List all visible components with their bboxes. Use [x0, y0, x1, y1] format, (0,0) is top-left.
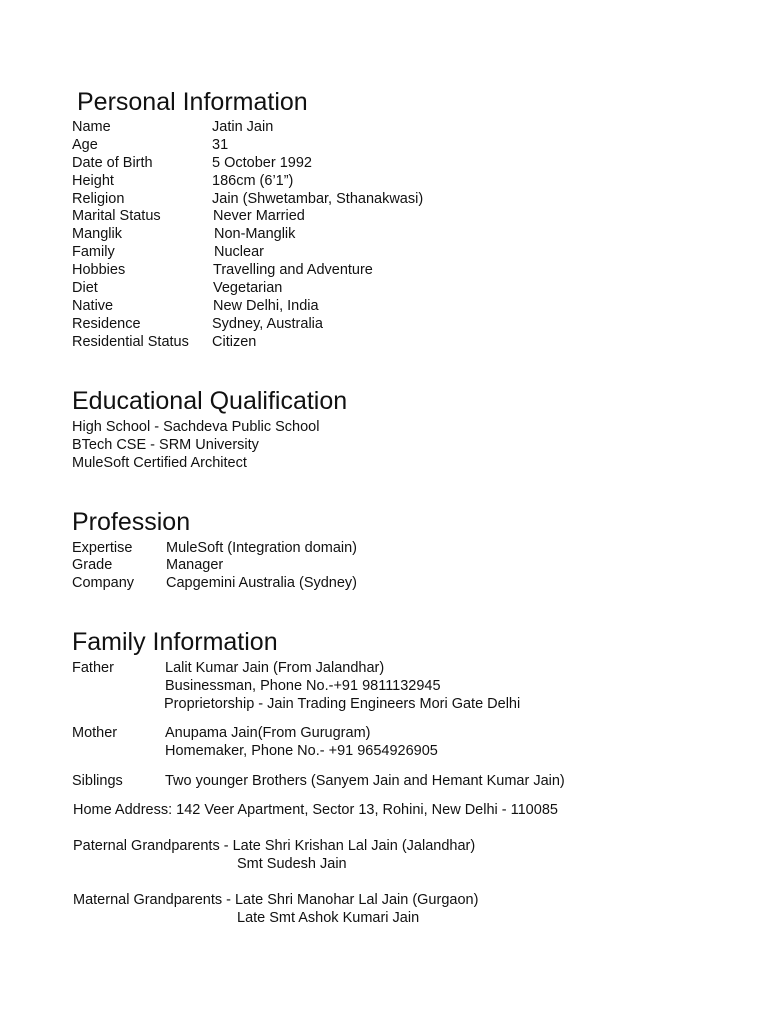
- maternal-grandparents-line2: Late Smt Ashok Kumari Jain: [237, 910, 420, 926]
- education-item: BTech CSE - SRM University: [72, 437, 259, 453]
- personal-value-diet: Vegetarian: [213, 280, 283, 296]
- father-line: Businessman, Phone No.-+91 9811132945: [165, 678, 441, 694]
- personal-label-hobbies: Hobbies: [72, 262, 126, 278]
- siblings-label: Siblings: [72, 773, 123, 789]
- education-item: High School - Sachdeva Public School: [72, 419, 320, 435]
- education-item: MuleSoft Certified Architect: [72, 455, 247, 471]
- personal-label-native: Native: [72, 298, 114, 314]
- personal-value-residential-status: Citizen: [212, 334, 257, 350]
- personal-label-family: Family: [72, 244, 115, 260]
- educational-qualification-heading: Educational Qualification: [72, 387, 348, 415]
- siblings-value: Two younger Brothers (Sanyem Jain and Hemant Kumar Jain): [165, 773, 565, 789]
- personal-label-religion: Religion: [72, 191, 125, 207]
- profession-heading: Profession: [72, 508, 191, 536]
- mother-line: Anupama Jain(From Gurugram): [165, 725, 371, 741]
- profession-value-expertise: MuleSoft (Integration domain): [166, 540, 358, 556]
- maternal-grandparents-line1: Maternal Grandparents - Late Shri Manohar Lal Jain (Gurgaon): [73, 892, 479, 908]
- father-label: Father: [72, 660, 114, 676]
- personal-label-manglik: Manglik: [72, 226, 122, 242]
- profession-label-expertise: Expertise: [72, 540, 133, 556]
- father-line: Lalit Kumar Jain (From Jalandhar): [165, 660, 385, 676]
- personal-value-manglik: Non-Manglik: [214, 226, 296, 242]
- profession-value-company: Capgemini Australia (Sydney): [166, 575, 358, 591]
- profession-label-company: Company: [72, 575, 135, 591]
- paternal-grandparents-line2: Smt Sudesh Jain: [237, 856, 347, 872]
- personal-value-dob: 5 October 1992: [212, 155, 312, 171]
- personal-information-heading: Personal Information: [77, 88, 308, 116]
- personal-value-name: Jatin Jain: [212, 119, 274, 135]
- paternal-grandparents-line1: Paternal Grandparents - Late Shri Krishan Lal Jain (Jalandhar): [73, 838, 476, 854]
- personal-value-family: Nuclear: [214, 244, 264, 260]
- personal-label-marital-status: Marital Status: [72, 208, 161, 224]
- personal-value-native: New Delhi, India: [213, 298, 319, 314]
- personal-label-name: Name: [72, 119, 111, 135]
- personal-label-height: Height: [72, 173, 114, 189]
- personal-label-age: Age: [72, 137, 98, 153]
- mother-label: Mother: [72, 725, 118, 741]
- personal-value-hobbies: Travelling and Adventure: [213, 262, 373, 278]
- personal-value-residence: Sydney, Australia: [212, 316, 323, 332]
- family-information-heading: Family Information: [72, 628, 278, 656]
- personal-label-residence: Residence: [72, 316, 141, 332]
- personal-label-dob: Date of Birth: [72, 155, 153, 171]
- profession-label-grade: Grade: [72, 557, 113, 573]
- profession-value-grade: Manager: [166, 557, 224, 573]
- father-line: Proprietorship - Jain Trading Engineers Mori Gate Delhi: [164, 696, 521, 712]
- personal-value-height: 186cm (6’1”): [212, 173, 294, 189]
- personal-label-diet: Diet: [72, 280, 98, 296]
- personal-value-marital-status: Never Married: [213, 208, 305, 224]
- personal-value-religion: Jain (Shwetambar, Sthanakwasi): [212, 191, 424, 207]
- mother-line: Homemaker, Phone No.- +91 9654926905: [165, 743, 438, 759]
- personal-value-age: 31: [212, 137, 229, 153]
- personal-label-residential-status: Residential Status: [72, 334, 189, 350]
- home-address: Home Address: 142 Veer Apartment, Sector 13, Rohini, New Delhi - 110085: [73, 802, 558, 818]
